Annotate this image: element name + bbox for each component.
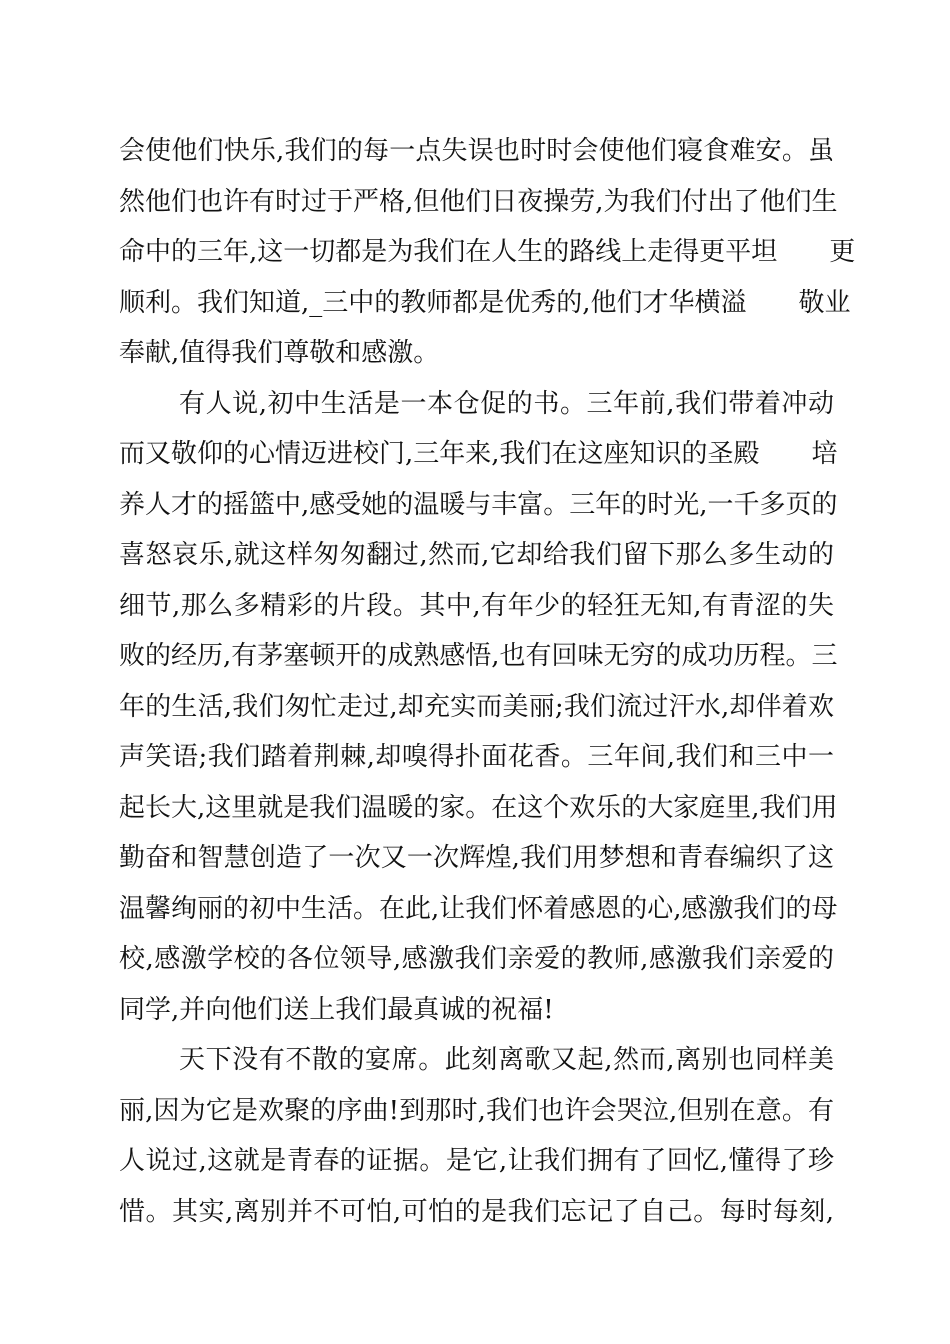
text-line: 勤奋和智慧创造了一次又一次辉煌,我们用梦想和青春编织了这 xyxy=(119,843,834,873)
text-line: 丽,因为它是欢聚的序曲!到那时,我们也许会哭泣,但别在意。有 xyxy=(119,1095,834,1126)
text-line: 命中的三年,这一切都是为我们在人生的路线上走得更平坦 更 xyxy=(119,237,856,267)
text-line: 年的生活,我们匆忙走过,却充实而美丽;我们流过汗水,却伴着欢 xyxy=(119,691,834,722)
text-line: 然他们也许有时过于严格,但他们日夜操劳,为我们付出了他们生 xyxy=(119,186,838,217)
text-line: 细节,那么多精彩的片段。其中,有年少的轻狂无知,有青涩的失 xyxy=(119,590,834,621)
text-line: 奉献,值得我们尊敬和感激。 xyxy=(119,338,440,368)
text-line: 败的经历,有茅塞顿开的成熟感悟,也有回味无穷的成功历程。三 xyxy=(119,641,838,671)
text-line: 温馨绚丽的初中生活。在此,让我们怀着感恩的心,感激我们的母 xyxy=(119,893,838,924)
text-line: 惜。其实,离别并不可怕,可怕的是我们忘记了自己。每时每刻, xyxy=(119,1196,834,1227)
document-body xyxy=(119,126,856,1237)
paragraph-first-line: 天下没有不散的宴席。此刻离歌又起,然而,离别也同样美 xyxy=(179,1045,834,1075)
text-line: 会使他们快乐,我们的每一点失误也时时会使他们寝食难安。虽 xyxy=(119,136,834,166)
text-line: 起长大,这里就是我们温暖的家。在这个欢乐的大家庭里,我们用 xyxy=(119,792,838,823)
text-line: 喜怒哀乐,就这样匆匆翻过,然而,它却给我们留下那么多生动的 xyxy=(119,540,834,570)
text-line: 声笑语;我们踏着荆棘,却嗅得扑面花香。三年间,我们和三中一 xyxy=(119,742,834,772)
paragraph-first-line: 有人说,初中生活是一本仓促的书。三年前,我们带着冲动 xyxy=(179,388,834,419)
text-line: 顺利。我们知道,_三中的教师都是优秀的,他们才华横溢 敬业 xyxy=(119,287,851,318)
text-line: 人说过,这就是青春的证据。是它,让我们拥有了回忆,懂得了珍 xyxy=(119,1146,834,1176)
text-line: 校,感激学校的各位领导,感激我们亲爱的教师,感激我们亲爱的 xyxy=(119,944,834,974)
text-line: 养人才的摇篮中,感受她的温暖与丰富。三年的时光,一千多页的 xyxy=(119,489,838,520)
text-line: 同学,并向他们送上我们最真诚的祝福! xyxy=(119,994,554,1025)
text-line: 而又敬仰的心情迈进校门,三年来,我们在这座知识的圣殿 培 xyxy=(119,439,838,469)
